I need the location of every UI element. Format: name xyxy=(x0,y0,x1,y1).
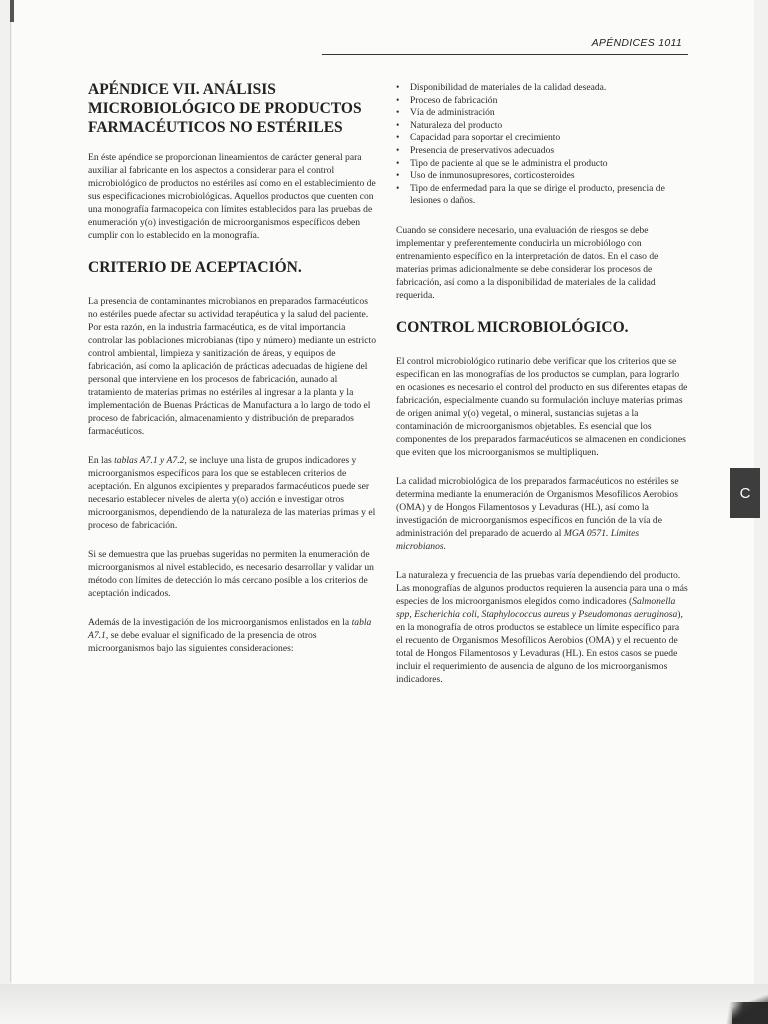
list-item: • Uso de inmunosupresores, corticosteroides xyxy=(396,170,688,183)
contaminants-paragraph: La presencia de contaminantes microbianos en preparados farmacéuticos no estériles puede afectar su actividad terapéutica y la salud del paciente. Por esta razón, en la industria farmacéutica, es de vital importancia controlar las poblaciones microbianas (tipo y número) mediante un estricto control ambiental, limpieza y sanitización de áreas, y equipos de fabricación, así como la aplicación de prácticas adecuadas de higiene del personal que interviene en los procesos de fabricación, aunado al tratamiento de materias primas no estériles al ingresar a la planta y la implementación de Buenas Prácticas de Manufactura a lo largo de todo el proceso de fabricación, almacenamiento y distribución de preparados farmacéuticos. xyxy=(88,296,376,437)
testing-frequency-start: La naturaleza y frecuencia de las pruebas varía dependiendo del producto. Las monografías de algunos productos requieren la ausencia para una o más especies de los microorganismos elegidos como indicadores ( xyxy=(396,569,688,607)
appendix-title: APÉNDICE VII. ANÁLISIS MICROBIOLÓGICO DE PRODUCTOS FARMACÉUTICOS NO ESTÉRILES xyxy=(88,81,362,136)
running-head: APÉNDICES 1011 xyxy=(591,37,682,49)
considerations-intro-rest: , se debe evaluar el significado de la presencia de otros microorganismos bajo las siguientes consideraciones: xyxy=(88,630,317,654)
header-rule xyxy=(322,54,688,55)
quality-paragraph xyxy=(396,475,688,553)
list-item: • Capacidad para soportar el crecimiento xyxy=(396,132,688,145)
scan-bottom-shadow xyxy=(0,984,768,1024)
page-corner-curl-shadow xyxy=(732,994,768,1024)
tables-paragraph-rest: , se incluye una lista de grupos indicadores y microorganismos específicos para los que se establecen criterios de aceptación. En algunos excipientes y preparados farmacéuticos puede ser necesario establecer niveles de alerta y(o) acción e investigar otros microorganismos, dependiendo de la naturaleza de las materias primas y el proceso de fabricación. xyxy=(88,455,376,531)
list-item: • Presencia de preservativos adecuados xyxy=(396,145,688,158)
page-edge-mark xyxy=(10,0,14,22)
page-edge-line xyxy=(10,22,11,982)
considerations-intro-paragraph xyxy=(88,616,376,655)
indicator-species: Salmonella spp, Escherichia coli, Staphylococcus aureus y Pseudomonas aeruginosa xyxy=(396,595,678,620)
considerations-intro-start: Además de la investigación de los microorganismos enlistados en la xyxy=(88,617,352,628)
intro-paragraph: En éste apéndice se proporcionan lineamientos de carácter general para auxiliar al fabricante en los aspectos a considerar para el control microbiológico de productos no estériles así como en el establecimiento de sus especificaciones microbiológicas. Aquellos productos que cuenten con una monografía farmacopeica con límites establecidos para las pruebas de enumeración y(o) investigación de microorganismos específicos deben cumplir con lo establecido en la monografía. xyxy=(88,152,376,241)
risk-assessment-paragraph: Cuando se considere necesario, una evaluación de riesgos se debe implementar y preferentemente conducirla un microbiólogo con entrenamiento específico en la interpretación de datos. En el caso de materias primas adicionalmente se debe considerar los procesos de fabricación, así como a la disponibilidad de materiales de la calidad requerida. xyxy=(396,224,659,301)
acceptance-criteria-heading: CRITERIO DE ACEPTACIÓN. xyxy=(88,259,302,276)
section-tab xyxy=(730,468,760,518)
list-item: • Proceso de fabricación xyxy=(396,95,688,108)
section-tab-letter: C xyxy=(739,484,751,502)
tables-paragraph-start: En las xyxy=(88,455,115,466)
method-validation-paragraph: Si se demuestra que las pruebas sugeridas no permiten la enumeración de microorganismos al nivel establecido, es necesario desarrollar y validar un método con límites de detección lo más cercano posible a los criterios de aceptación indicados. xyxy=(88,549,374,599)
list-item: • Naturaleza del producto xyxy=(396,120,688,133)
list-item: • Tipo de enfermedad para la que se dirige el producto, presencia de lesiones o daños. xyxy=(396,183,688,208)
microbiological-control-heading: CONTROL MICROBIOLÓGICO. xyxy=(396,318,629,336)
list-item: • Disponibilidad de materiales de la calidad deseada. xyxy=(396,82,688,95)
table-reference: tabla A7.1 xyxy=(88,617,372,641)
mga-reference: MGA 0571. Límites microbianos. xyxy=(396,527,640,552)
left-column xyxy=(88,80,376,671)
tables-paragraph xyxy=(88,454,376,532)
testing-frequency-rest: ), en la monografía de otros productos se establece un límite específico para el recuento de Organismos Mesofílicos Aerobios (OMA) y el recuento de total de Hongos Filamentosos y Levaduras (HL). En estos casos se puede incluir el requerimiento de ausencia de alguno de los microorganismos indicadores. xyxy=(396,608,683,685)
considerations-list xyxy=(396,82,688,208)
list-item: • Tipo de paciente al que se le administra el producto xyxy=(396,158,688,171)
right-column xyxy=(396,82,688,702)
quality-paragraph-start: La calidad microbiológica de los preparados farmacéuticos no estériles se determina mediante la enumeración de Organismos Mesofílicos Aerobios (OMA) y de Hongos Filamentosos y Levaduras (HL), así como la investigación de microorganismos específicos en función de la vía de administración del preparado de acuerdo al xyxy=(396,475,679,539)
tables-reference: tablas A7.1 y A7.2 xyxy=(114,455,185,466)
list-item: • Vía de administración xyxy=(396,107,688,120)
testing-frequency-paragraph xyxy=(396,569,688,686)
routine-control-paragraph: El control microbiológico rutinario debe verificar que los criterios que se especifican en las monografías de los productos se cumplan, para lograrlo en ocasiones es necesario el control del producto en sus diferentes etapas de fabricación, especialmente cuando su formulación incluye materias primas de origen animal y(o) vegetal, o mineral, sustancias sujetas a la contaminación de microorganismos objetables. Es esencial que los componentes de los preparados farmacéuticos se almacenen en condiciones que eviten que los microorganismos se multipliquen. xyxy=(396,355,688,458)
